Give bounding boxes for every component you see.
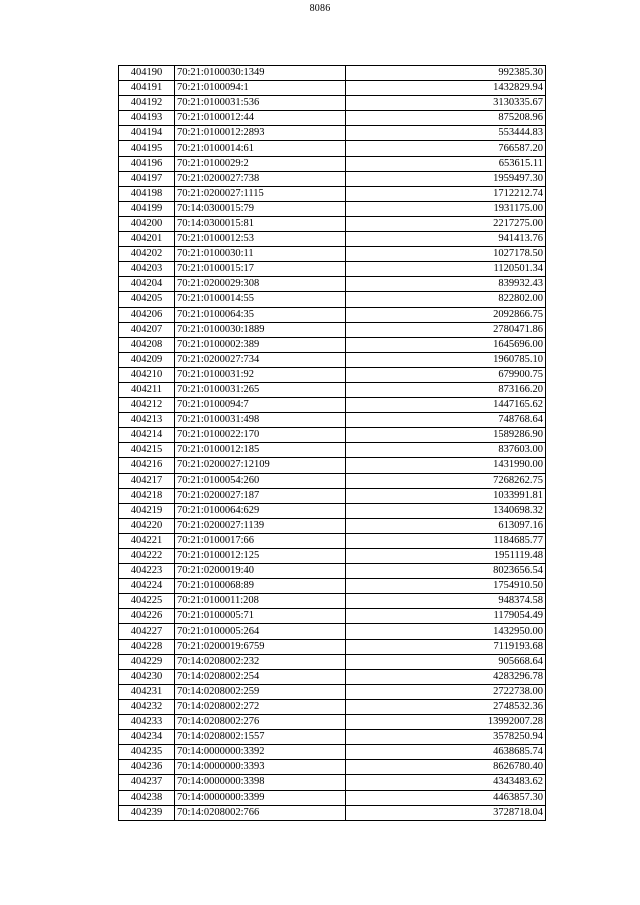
table-row [119, 699, 546, 714]
table-row [119, 684, 546, 699]
value-cell: 1951119.48 [346, 549, 546, 564]
cadastral-number-cell: 70:14:0208002:259 [175, 684, 346, 699]
row-id-cell: 404235 [119, 745, 175, 760]
value-cell: 7268262.75 [346, 473, 546, 488]
cadastral-number-cell: 70:14:0000000:3399 [175, 790, 346, 805]
table-row [119, 171, 546, 186]
table-row [119, 790, 546, 805]
value-cell: 4283296.78 [346, 669, 546, 684]
cadastral-number-cell: 70:21:0200019:6759 [175, 639, 346, 654]
value-cell: 1959497.30 [346, 171, 546, 186]
value-cell: 2092866.75 [346, 307, 546, 322]
cadastral-number-cell: 70:21:0100012:125 [175, 549, 346, 564]
value-cell: 4463857.30 [346, 790, 546, 805]
row-id-cell: 404209 [119, 352, 175, 367]
value-cell: 1027178.50 [346, 247, 546, 262]
row-id-cell: 404198 [119, 186, 175, 201]
value-cell: 1120501.34 [346, 262, 546, 277]
row-id-cell: 404237 [119, 775, 175, 790]
row-id-cell: 404206 [119, 307, 175, 322]
cadastral-number-cell: 70:21:0100012:2893 [175, 126, 346, 141]
value-cell: 748768.64 [346, 413, 546, 428]
row-id-cell: 404232 [119, 699, 175, 714]
row-id-cell: 404192 [119, 96, 175, 111]
table-row [119, 564, 546, 579]
table-row [119, 96, 546, 111]
row-id-cell: 404221 [119, 533, 175, 548]
row-id-cell: 404199 [119, 201, 175, 216]
row-id-cell: 404216 [119, 458, 175, 473]
table-row [119, 428, 546, 443]
table-row [119, 398, 546, 413]
row-id-cell: 404190 [119, 66, 175, 81]
table-row [119, 66, 546, 81]
cadastral-number-cell: 70:21:0100005:264 [175, 624, 346, 639]
row-id-cell: 404234 [119, 730, 175, 745]
table-row [119, 488, 546, 503]
value-cell: 905668.64 [346, 654, 546, 669]
row-id-cell: 404238 [119, 790, 175, 805]
value-cell: 4638685.74 [346, 745, 546, 760]
table-row [119, 458, 546, 473]
cadastral-number-cell: 70:21:0200019:40 [175, 564, 346, 579]
table-row [119, 775, 546, 790]
value-cell: 4343483.62 [346, 775, 546, 790]
table-row [119, 594, 546, 609]
value-cell: 1432950.00 [346, 624, 546, 639]
value-cell: 1645696.00 [346, 337, 546, 352]
cadastral-number-cell: 70:14:0208002:1557 [175, 730, 346, 745]
cadastral-number-cell: 70:14:0300015:79 [175, 201, 346, 216]
cadastral-number-cell: 70:21:0100022:170 [175, 428, 346, 443]
row-id-cell: 404212 [119, 398, 175, 413]
row-id-cell: 404193 [119, 111, 175, 126]
table-row [119, 382, 546, 397]
table-row [119, 654, 546, 669]
value-cell: 1432829.94 [346, 81, 546, 96]
table-row [119, 262, 546, 277]
table-row [119, 745, 546, 760]
cadastral-number-cell: 70:14:0208002:276 [175, 715, 346, 730]
value-cell: 2217275.00 [346, 216, 546, 231]
cadastral-number-cell: 70:21:0100030:1349 [175, 66, 346, 81]
registry-table-body [119, 66, 546, 821]
row-id-cell: 404210 [119, 367, 175, 382]
cadastral-number-cell: 70:21:0100054:260 [175, 473, 346, 488]
table-row [119, 126, 546, 141]
row-id-cell: 404239 [119, 805, 175, 820]
cadastral-number-cell: 70:21:0100068:89 [175, 579, 346, 594]
cadastral-number-cell: 70:21:0100012:53 [175, 232, 346, 247]
cadastral-number-cell: 70:21:0100031:92 [175, 367, 346, 382]
value-cell: 7119193.68 [346, 639, 546, 654]
cadastral-number-cell: 70:14:0000000:3393 [175, 760, 346, 775]
row-id-cell: 404207 [119, 322, 175, 337]
row-id-cell: 404196 [119, 156, 175, 171]
row-id-cell: 404217 [119, 473, 175, 488]
cadastral-number-cell: 70:21:0100017:66 [175, 533, 346, 548]
row-id-cell: 404194 [119, 126, 175, 141]
value-cell: 1179054.49 [346, 609, 546, 624]
value-cell: 553444.83 [346, 126, 546, 141]
row-id-cell: 404231 [119, 684, 175, 699]
row-id-cell: 404204 [119, 277, 175, 292]
value-cell: 679900.75 [346, 367, 546, 382]
row-id-cell: 404191 [119, 81, 175, 96]
cadastral-number-cell: 70:21:0100030:1889 [175, 322, 346, 337]
cadastral-number-cell: 70:21:0100011:208 [175, 594, 346, 609]
cadastral-number-cell: 70:21:0100094:1 [175, 81, 346, 96]
table-row [119, 367, 546, 382]
cadastral-number-cell: 70:14:0300015:81 [175, 216, 346, 231]
row-id-cell: 404218 [119, 488, 175, 503]
value-cell: 613097.16 [346, 518, 546, 533]
value-cell: 873166.20 [346, 382, 546, 397]
value-cell: 1931175.00 [346, 201, 546, 216]
cadastral-number-cell: 70:21:0100002:389 [175, 337, 346, 352]
cadastral-number-cell: 70:21:0100015:17 [175, 262, 346, 277]
cadastral-number-cell: 70:21:0200027:738 [175, 171, 346, 186]
cadastral-number-cell: 70:14:0208002:232 [175, 654, 346, 669]
registry-table [118, 65, 546, 821]
value-cell: 1431990.00 [346, 458, 546, 473]
value-cell: 766587.20 [346, 141, 546, 156]
cadastral-number-cell: 70:21:0100064:35 [175, 307, 346, 322]
value-cell: 1589286.90 [346, 428, 546, 443]
table-row [119, 760, 546, 775]
row-id-cell: 404203 [119, 262, 175, 277]
row-id-cell: 404211 [119, 382, 175, 397]
value-cell: 3578250.94 [346, 730, 546, 745]
row-id-cell: 404213 [119, 413, 175, 428]
cadastral-number-cell: 70:14:0000000:3398 [175, 775, 346, 790]
table-row [119, 669, 546, 684]
value-cell: 1754910.50 [346, 579, 546, 594]
row-id-cell: 404202 [119, 247, 175, 262]
table-row [119, 503, 546, 518]
table-row [119, 805, 546, 820]
row-id-cell: 404222 [119, 549, 175, 564]
page-number: 8086 [309, 3, 331, 14]
table-row [119, 247, 546, 262]
table-row [119, 352, 546, 367]
value-cell: 2780471.86 [346, 322, 546, 337]
table-row [119, 307, 546, 322]
row-id-cell: 404195 [119, 141, 175, 156]
value-cell: 1960785.10 [346, 352, 546, 367]
table-row [119, 216, 546, 231]
cadastral-number-cell: 70:21:0100014:55 [175, 292, 346, 307]
value-cell: 822802.00 [346, 292, 546, 307]
cadastral-number-cell: 70:14:0208002:272 [175, 699, 346, 714]
row-id-cell: 404220 [119, 518, 175, 533]
cadastral-number-cell: 70:14:0000000:3392 [175, 745, 346, 760]
cadastral-number-cell: 70:21:0200029:308 [175, 277, 346, 292]
value-cell: 837603.00 [346, 443, 546, 458]
value-cell: 3130335.67 [346, 96, 546, 111]
table-row [119, 232, 546, 247]
row-id-cell: 404225 [119, 594, 175, 609]
row-id-cell: 404215 [119, 443, 175, 458]
cadastral-number-cell: 70:14:0208002:766 [175, 805, 346, 820]
cadastral-number-cell: 70:21:0100012:185 [175, 443, 346, 458]
row-id-cell: 404226 [119, 609, 175, 624]
table-row [119, 549, 546, 564]
table-row [119, 518, 546, 533]
row-id-cell: 404230 [119, 669, 175, 684]
value-cell: 948374.58 [346, 594, 546, 609]
row-id-cell: 404197 [119, 171, 175, 186]
table-row [119, 609, 546, 624]
value-cell: 13992007.28 [346, 715, 546, 730]
row-id-cell: 404214 [119, 428, 175, 443]
cadastral-number-cell: 70:21:0200027:1115 [175, 186, 346, 201]
value-cell: 1184685.77 [346, 533, 546, 548]
table-row [119, 141, 546, 156]
row-id-cell: 404224 [119, 579, 175, 594]
table-row [119, 624, 546, 639]
cadastral-number-cell: 70:21:0200027:734 [175, 352, 346, 367]
row-id-cell: 404200 [119, 216, 175, 231]
cadastral-number-cell: 70:14:0208002:254 [175, 669, 346, 684]
value-cell: 3728718.04 [346, 805, 546, 820]
table-row [119, 186, 546, 201]
row-id-cell: 404219 [119, 503, 175, 518]
row-id-cell: 404233 [119, 715, 175, 730]
table-row [119, 292, 546, 307]
cadastral-number-cell: 70:21:0100005:71 [175, 609, 346, 624]
table-row [119, 111, 546, 126]
cadastral-number-cell: 70:21:0200027:187 [175, 488, 346, 503]
row-id-cell: 404228 [119, 639, 175, 654]
table-row [119, 715, 546, 730]
value-cell: 992385.30 [346, 66, 546, 81]
table-row [119, 337, 546, 352]
table-row [119, 639, 546, 654]
cadastral-number-cell: 70:21:0100012:44 [175, 111, 346, 126]
row-id-cell: 404223 [119, 564, 175, 579]
value-cell: 1033991.81 [346, 488, 546, 503]
value-cell: 653615.11 [346, 156, 546, 171]
table-row [119, 579, 546, 594]
row-id-cell: 404229 [119, 654, 175, 669]
cadastral-number-cell: 70:21:0100094:7 [175, 398, 346, 413]
value-cell: 2722738.00 [346, 684, 546, 699]
value-cell: 8023656.54 [346, 564, 546, 579]
value-cell: 8626780.40 [346, 760, 546, 775]
value-cell: 941413.76 [346, 232, 546, 247]
cadastral-number-cell: 70:21:0100064:629 [175, 503, 346, 518]
table-row [119, 533, 546, 548]
value-cell: 1340698.32 [346, 503, 546, 518]
cadastral-number-cell: 70:21:0200027:1139 [175, 518, 346, 533]
cadastral-number-cell: 70:21:0100031:498 [175, 413, 346, 428]
table-row [119, 277, 546, 292]
cadastral-number-cell: 70:21:0100031:265 [175, 382, 346, 397]
row-id-cell: 404205 [119, 292, 175, 307]
row-id-cell: 404227 [119, 624, 175, 639]
table-row [119, 443, 546, 458]
value-cell: 875208.96 [346, 111, 546, 126]
table-row [119, 81, 546, 96]
table-row [119, 473, 546, 488]
table-row [119, 730, 546, 745]
value-cell: 2748532.36 [346, 699, 546, 714]
cadastral-number-cell: 70:21:0200027:12109 [175, 458, 346, 473]
value-cell: 839932.43 [346, 277, 546, 292]
cadastral-number-cell: 70:21:0100014:61 [175, 141, 346, 156]
table-row [119, 413, 546, 428]
cadastral-number-cell: 70:21:0100031:536 [175, 96, 346, 111]
table-row [119, 156, 546, 171]
value-cell: 1447165.62 [346, 398, 546, 413]
cadastral-number-cell: 70:21:0100030:11 [175, 247, 346, 262]
row-id-cell: 404236 [119, 760, 175, 775]
value-cell: 1712212.74 [346, 186, 546, 201]
table-row [119, 201, 546, 216]
table-row [119, 322, 546, 337]
cadastral-number-cell: 70:21:0100029:2 [175, 156, 346, 171]
row-id-cell: 404208 [119, 337, 175, 352]
row-id-cell: 404201 [119, 232, 175, 247]
